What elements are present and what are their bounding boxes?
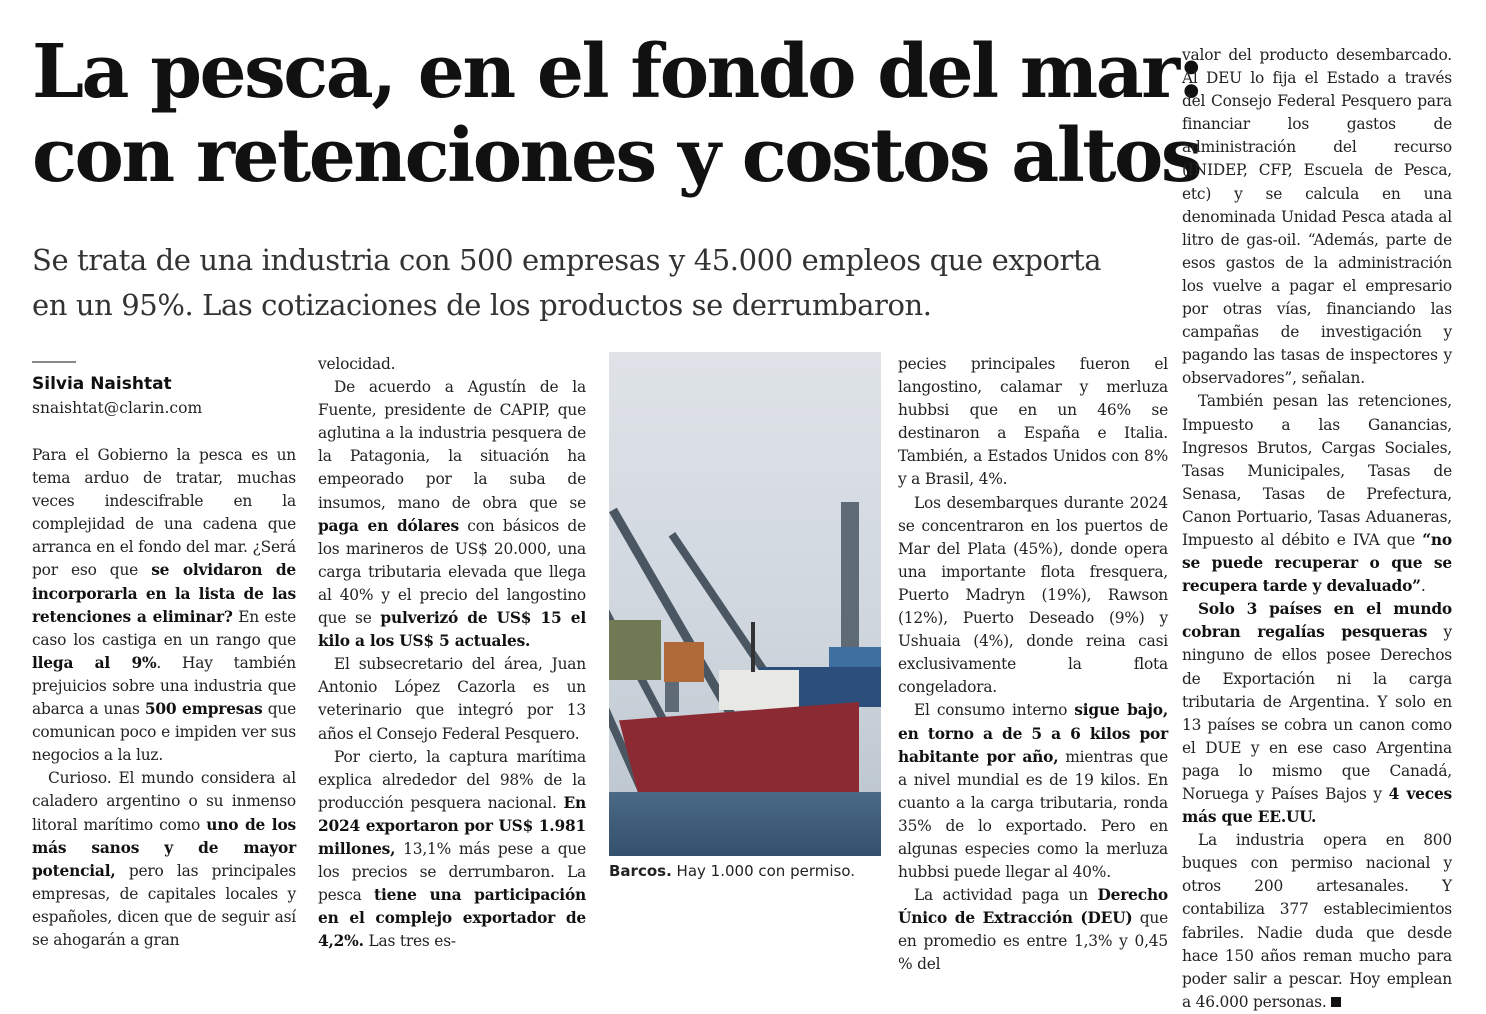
bold-run: se olvidaron de incorporarla en la lista de las retenciones a eliminar?: [32, 561, 296, 626]
container: [664, 642, 704, 682]
column-4: [898, 353, 1168, 977]
text-run: pero las principales empresas, de capitales locales y españoles, dicen que de seguir así se ahogarán a gran: [32, 861, 296, 949]
ship-bridge: [719, 670, 799, 710]
ship-photo: [609, 352, 881, 856]
headline: [32, 29, 1203, 199]
ship-mast: [751, 622, 755, 672]
bold-run: 500 empresas: [144, 700, 263, 719]
deck-line-1: Se trata de una industria con 500 empresas y 45.000 empleos que exporta: [32, 243, 1102, 277]
text-run: que comunican poco e impiden ver sus negocios a la luz.: [32, 700, 296, 765]
column-5: [1182, 44, 1452, 1014]
paragraph: [1182, 598, 1452, 829]
text-run: La actividad paga un: [914, 886, 1098, 905]
text-run: . Hay también prejuicios sobre una industria que abarca a unas: [32, 653, 297, 719]
text-run: y ninguno de ellos posee Derechos de Exportación ni la carga tributaria de Argentina. Y solo en 13 países se cobra un canon como el DUE y en ese caso Argentina paga lo mismo que Canadá, Noruega y Países Bajos y: [1182, 623, 1453, 803]
bold-run: En 2024 exportaron por US$ 1.981 millones,: [318, 793, 586, 858]
water: [609, 792, 881, 856]
text-run: Curioso. El mundo considera al caladero argentino o su inmenso litoral marítimo como: [32, 769, 296, 834]
headline-line-2: con retenciones y costos altos: [32, 113, 1201, 199]
text-run: Para el Gobierno la pesca es un tema arduo de tratar, muchas veces indescifrable en la complejidad de una cadena que arranca en el fondo del mar. ¿Será por eso que: [32, 446, 296, 580]
paragraph: [32, 767, 296, 952]
caption-label: Barcos.: [609, 862, 672, 880]
bold-run: Derecho Único de Extracción (DEU): [898, 886, 1168, 928]
text-run: La industria opera en 800 buques con permiso nacional y otros 200 artesanales. Y contabiliza 377 establecimientos fabriles. Nadie duda que desde hace 150 años reman mucho para poder salir a pescar. Hoy emplean a 46.000 personas.: [1182, 831, 1452, 1011]
bold-run: tiene una participación en el complejo exportador de 4,2%.: [318, 886, 586, 951]
paragraph: valor del producto desembarcado. Al DEU lo fija el Estado a través del Consejo Federal Pesquero para financiar los gastos de administración del recurso (INIDEP, CFP, Escuela de Pesca, etc) y se calcula en una denominada Unidad Pesca atada al litro de gas-oil. “Además, parte de esos gastos de la administración los vuelve a pagar el empresario por otras vías, financiando las campañas de investigación y pagando las tasas de inspectores y observadores”, señalan.: [1182, 46, 1452, 388]
bold-run: Solo 3 países en el mundo cobran regalías pesqueras: [1182, 600, 1452, 642]
bold-run: pulverizó de US$ 15 el kilo a los US$ 5 actuales.: [318, 609, 587, 651]
bold-run: uno de los más sanos y de mayor potencial,: [32, 815, 296, 880]
paragraph: Los desembarques durante 2024 se concentraron en los puertos de Mar del Plata (45%), donde opera una importante flota fresquera, Puerto Madryn (19%), Rawson (12%), Puerto Deseado (9%) y Ushuaia (4%), donde reina casi exclusivamente la flota congeladora.: [898, 493, 1168, 697]
text-run: con básicos de los marineros de US$ 20.000, una carga tributaria elevada que llega al 40% y el precio del langostino que se: [318, 516, 586, 628]
author-name: Silvia Naishtat: [32, 374, 172, 394]
bold-run: sigue bajo, en torno a de 5 a 6 kilos por habitante por año,: [898, 701, 1168, 766]
author-email: snaishtat@clarin.com: [32, 399, 203, 417]
paragraph: velocidad.: [318, 355, 396, 373]
text-run: De acuerdo a Agustín de la Fuente, presidente de CAPIP, que aglutina a la industria pesquera de la Patagonia, la situación ha empeorado por la suba de insumos, mano de obra que se: [318, 378, 586, 512]
text-run: El consumo interno: [914, 701, 1075, 720]
end-of-article-mark: [1331, 997, 1341, 1007]
paragraph: [318, 746, 586, 954]
text-run: En este caso los castiga en un rango que: [32, 607, 296, 649]
headline-line-1: La pesca, en el fondo del mar:: [32, 29, 1203, 115]
bold-run: “no se puede recuperar o que se recupera tarde y devaluado”: [1182, 530, 1452, 596]
bold-run: paga en dólares: [318, 516, 459, 535]
paragraph: [318, 376, 586, 653]
byline-rule: [32, 361, 76, 363]
text-run: .: [1420, 577, 1426, 596]
deck-subtitle: [32, 238, 1172, 328]
bold-run: 4 veces más que EE.UU.: [1182, 785, 1453, 827]
paragraph: pecies principales fueron el langostino, calamar y merluza hubbsi que en un 46% se destinaron a España e Italia. También, a Estados Unidos con 8% y a Brasil, 4%.: [898, 355, 1168, 489]
text-run: 13,1% más pese a que los precios se derrumbaron. La pesca: [318, 839, 586, 905]
paragraph: [898, 699, 1168, 884]
paragraph: [1182, 829, 1452, 1014]
text-run: También pesan las retenciones, Impuesto a las Ganancias, Ingresos Brutos, Cargas Sociales, Tasas Municipales, Tasas de Senasa, Tasas de Prefectura, Canon Portuario, Tasas Aduaneras, Impuesto al débito e IVA que: [1182, 392, 1452, 549]
text-run: mientras que a nivel mundial es de 19 kilos. En cuanto a la carga tributaria, ronda 35% de lo exportado. Pero en algunas especies como la merluza hubbsi puede llegar al 40%.: [898, 747, 1168, 882]
paragraph: El subsecretario del área, Juan Antonio López Cazorla es un veterinario que integró por 13 años el Consejo Federal Pesquero.: [318, 655, 586, 743]
paragraph: [898, 884, 1168, 976]
paragraph: [1182, 390, 1452, 598]
text-run: Las tres es-: [363, 932, 456, 951]
text-run: que en promedio es entre 1,3% y 0,45 % del: [898, 909, 1168, 974]
bold-run: llega al 9%: [32, 653, 157, 672]
ship-hull: [619, 702, 859, 794]
caption-text: Hay 1.000 con permiso.: [671, 862, 856, 880]
text-run: Por cierto, la captura marítima explica alrededor del 98% de la producción pesquera nacional.: [318, 747, 586, 812]
photo-caption: [609, 862, 855, 880]
column-1: [32, 444, 296, 952]
deck-line-2: en un 95%. Las cotizaciones de los productos se derrumbaron.: [32, 288, 932, 322]
container: [609, 620, 661, 680]
column-2: [318, 353, 586, 953]
paragraph: [32, 444, 296, 767]
